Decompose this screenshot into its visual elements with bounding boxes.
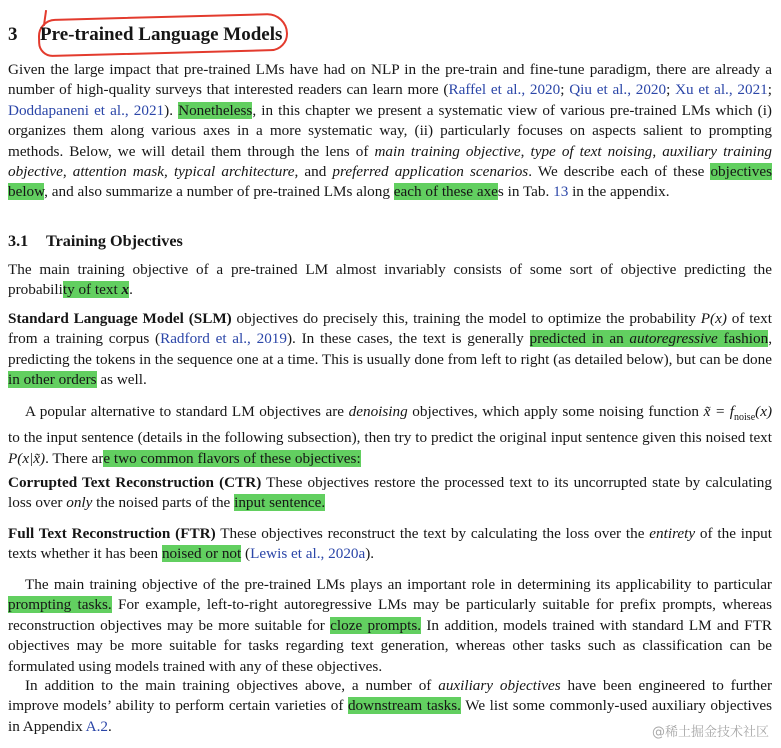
text: ; (767, 81, 773, 99)
text: . (108, 717, 112, 735)
text: have been engineered to further improve models’ ability to perform certain varieties of (8, 677, 772, 715)
italic-term: auxiliary training objective (8, 142, 773, 181)
citation-link[interactable]: Lewis et al., 2020a (250, 545, 366, 563)
text: The main training objective of a pre-trained LM almost invariably consists of some sort of objective predicting the probabili (8, 261, 772, 299)
text: . We describe each of these (528, 163, 711, 181)
paragraph-applicability (8, 575, 772, 677)
italic-term: denoising (348, 403, 408, 420)
paragraph-slm (8, 309, 772, 391)
text: Given the large impact that pre-trained LMs have had on NLP in the pre-train and fine-tune paradigm, there are already a number of high-quality surveys that interested readers can learn more ( (8, 61, 772, 99)
math-expression (703, 403, 772, 424)
text: In addition to the main training objectives above, a number of (25, 677, 439, 694)
citation-link[interactable]: Xu et al., 2021 (675, 81, 768, 99)
italic-term: attention mask (72, 163, 165, 181)
text: , (520, 142, 531, 160)
text: objectives, which apply some noising function (407, 403, 704, 420)
text: s in Tab. (497, 183, 554, 201)
highlighted-text: downstream tasks. (347, 697, 461, 715)
subsection-number: 3.1 (8, 232, 29, 250)
citation-link[interactable]: Doddapaneni et al., 2021 (8, 101, 165, 119)
subsection-heading (8, 232, 772, 251)
text: The main training objective of the pre-trained LMs plays an important role in determining its applicability to particular (25, 576, 772, 593)
italic-term: auxiliary objectives (438, 677, 561, 694)
paragraph-ftr (8, 524, 772, 565)
text: , (62, 163, 73, 181)
text: objectives do precisely this, training the model to optimize the probability (231, 310, 701, 327)
section-number: 3 (8, 24, 18, 45)
intro-paragraph (8, 60, 772, 203)
text: , and also summarize a number of pre-trained LMs along (44, 183, 394, 201)
italic-term: preferred application scenarios (332, 163, 529, 181)
math-symbol: x (121, 281, 130, 299)
table-reference-link[interactable]: 13 (553, 183, 569, 201)
subsection-title: Training Objectives (46, 232, 183, 250)
text: These objectives restore the processed text to its uncorrupted state by calculating loss over (8, 474, 772, 512)
subscript: noise (734, 412, 756, 424)
paragraph-ctr (8, 473, 772, 514)
highlighted-text: each of these axe (393, 183, 498, 201)
text: ). In these cases, the text is generally (286, 330, 530, 348)
text: x̃ = f (703, 403, 735, 420)
highlighted-text: input sentence. (234, 494, 326, 512)
text: We list some commonly-used auxiliary objectives in Appendix (8, 697, 773, 735)
text: , (164, 163, 174, 181)
paragraph-heading: Full Text Reconstruction (FTR) (8, 525, 216, 542)
text: of text from a training corpus ( (8, 310, 772, 348)
highlighted-text: noised or not (161, 545, 242, 563)
text: ). (365, 545, 375, 563)
text: of the input texts whether it has been (8, 525, 772, 563)
highlighted-text (63, 281, 129, 298)
italic-term: entirety (649, 525, 696, 542)
text: (x) (755, 403, 772, 420)
paragraph-main-objective (8, 260, 772, 301)
math-expression: P(x|x̃) (8, 449, 46, 467)
highlighted-text: objectives below (8, 163, 773, 201)
text: fashion (717, 330, 769, 348)
text: ). (164, 101, 179, 119)
highlighted-text: Nonetheless (178, 101, 253, 119)
text: ; (560, 81, 570, 99)
italic-term: type of text noising (530, 142, 653, 160)
paragraph-heading: Corrupted Text Reconstruction (CTR) (8, 474, 262, 491)
text: as well. (96, 371, 147, 389)
highlighted-text (530, 330, 769, 347)
highlighted-text: e two common flavors of these objectives: (103, 449, 361, 467)
paragraph-heading: Standard Language Model (SLM) (8, 310, 232, 327)
appendix-reference-link[interactable]: A.2 (85, 717, 108, 735)
italic-term: typical architecture (173, 163, 295, 181)
text: These objectives reconstruct the text by calculating the loss over the (215, 525, 650, 542)
text: , predicting the tokens in the sequence one at a time. This is usually done from left to right (as detailed below), but can be done (8, 330, 772, 368)
text: . There ar (45, 449, 104, 467)
italic-term: autoregressive (629, 330, 718, 348)
paragraph-denoising (8, 402, 772, 469)
text: the noised parts of the (92, 494, 235, 512)
math-expression: P(x) (700, 310, 727, 327)
section-heading (8, 24, 282, 46)
citation-link[interactable]: Raffel et al., 2020 (448, 81, 561, 99)
text: ty of text (62, 281, 122, 299)
italic-term: only (66, 494, 93, 512)
text: , (652, 142, 663, 160)
watermark-text: @稀土掘金技术社区 (651, 725, 769, 740)
text: ( (241, 545, 251, 563)
text: to the input sentence (details in the following subsection), then try to predict the original input sentence given this noised text (8, 429, 772, 447)
highlighted-text: cloze prompts. (330, 616, 422, 634)
text: predicted in an (529, 330, 630, 348)
section-title: Pre-trained Language Models (40, 24, 283, 45)
highlighted-text: in other orders (8, 371, 97, 389)
italic-term: main training objective (374, 142, 521, 160)
citation-link[interactable]: Qiu et al., 2020 (569, 81, 667, 99)
text: in the appendix. (568, 183, 670, 201)
text: A popular alternative to standard LM objectives are (25, 403, 349, 420)
text: For example, left-to-right autoregressive LMs may be particularly suitable for prefix prompts, whereas reconstruction objectives may be more suitable for (8, 596, 772, 634)
text: , in this chapter we present a systematic view of various pre-trained LMs which (i) organizes them along various axes in a more systematic way, (ii) particularly focuses on aspects salient to prompting methods. Below, we will detail them through the lens of (8, 101, 772, 160)
highlighted-text: prompting tasks. (8, 596, 112, 614)
text: ; (666, 81, 676, 99)
text: In addition, models trained with standard LM and FTR objectives may be more suitable for tasks regarding text generation, whereas other tasks such as classification can be formulated using models trained with any of these objectives. (8, 616, 773, 675)
citation-link[interactable]: Radford et al., 2019 (160, 330, 287, 348)
text: , and (294, 163, 333, 181)
text: . (129, 281, 133, 299)
